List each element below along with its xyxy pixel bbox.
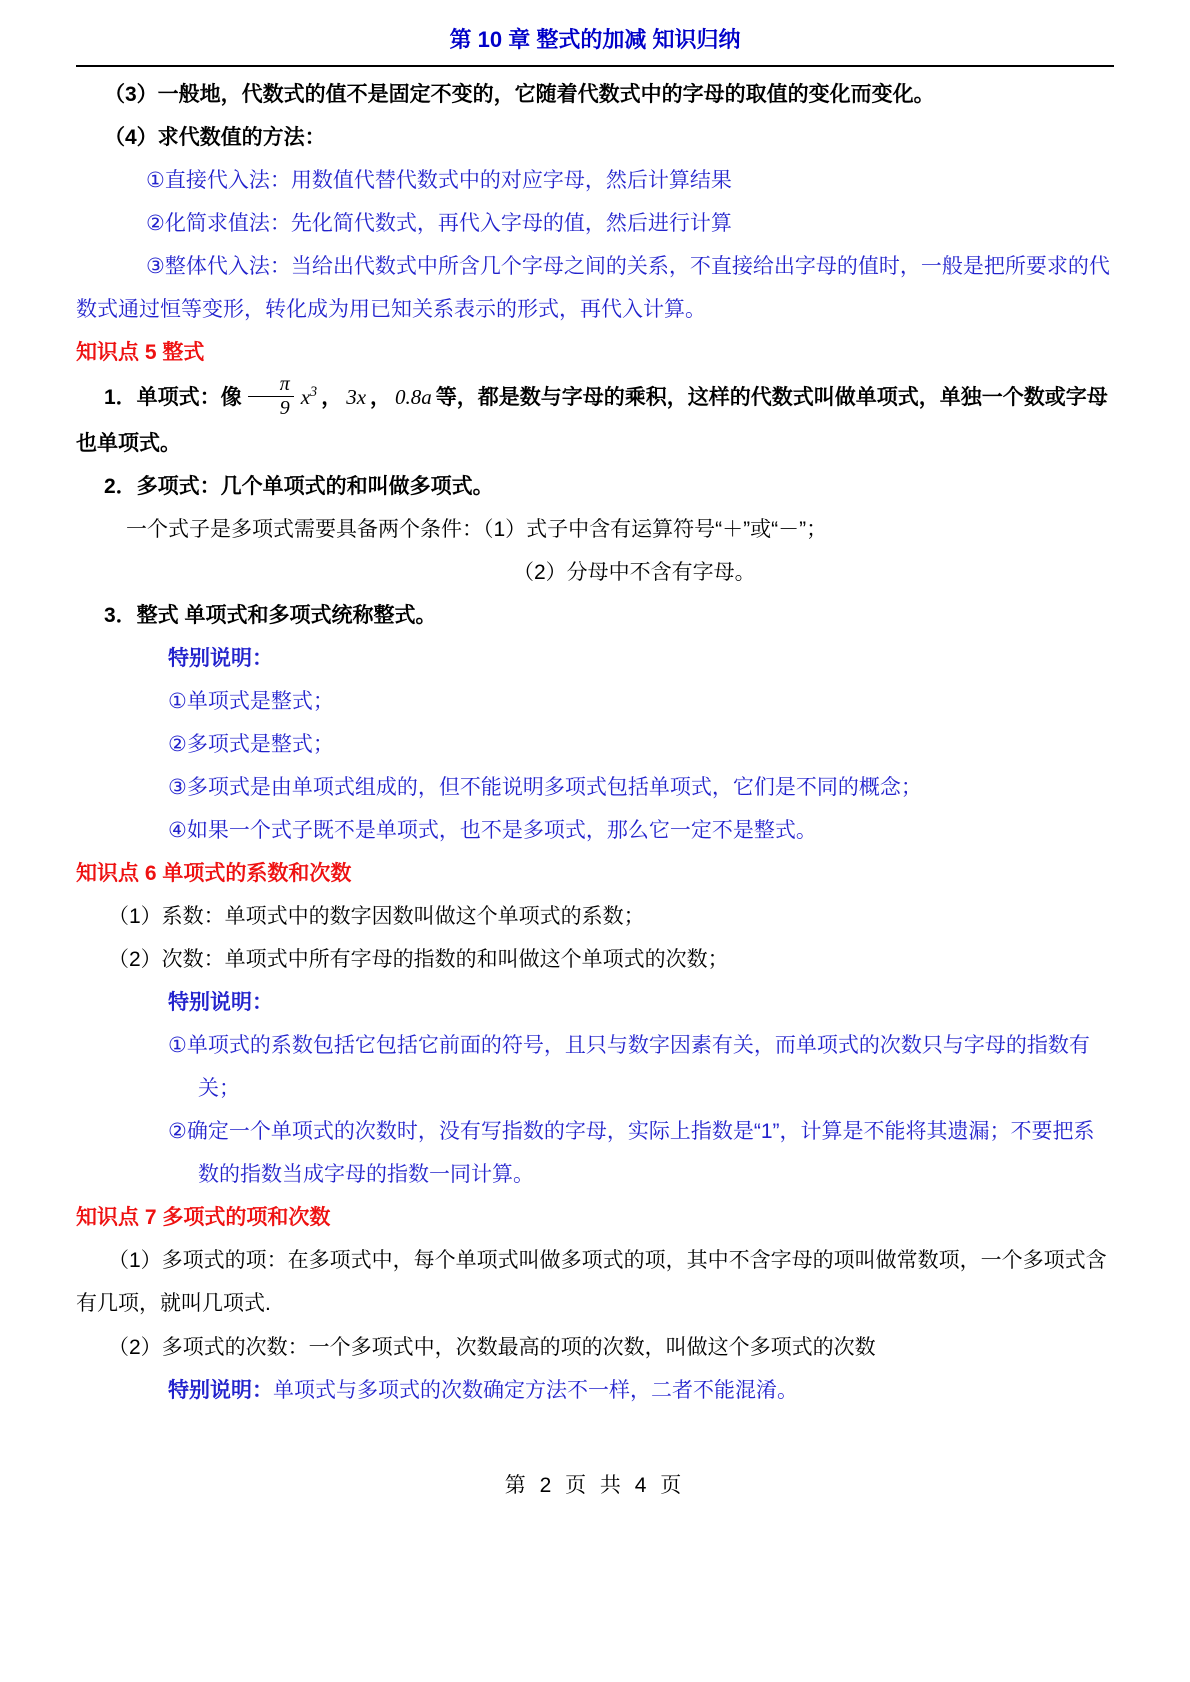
math-separator-1: ， <box>321 385 343 409</box>
math-separator-2: ， <box>370 385 392 409</box>
paragraph-value-changes: （3）一般地，代数式的值不是固定不变的，它随着代数式中的字母的取值的变化而变化。 <box>104 83 935 107</box>
math-x-base: x <box>300 384 311 409</box>
method-simplify-then-evaluate: ②化简求值法：先化简代数式，再代入字母的值，然后进行计算 <box>146 212 732 236</box>
kp5-special-note-label: 特别说明： <box>168 646 273 670</box>
knowledge-point-5-heading: 知识点 5 整式 <box>76 341 205 365</box>
paragraph-methods-heading: （4）求代数值的方法： <box>104 126 326 150</box>
title-divider <box>76 65 1114 67</box>
knowledge-point-7-heading: 知识点 7 多项式的项和次数 <box>76 1206 331 1230</box>
page-footer: 第 2 页 共 4 页 <box>504 1473 686 1497</box>
kp7-special-note-text: 单项式与多项式的次数确定方法不一样，二者不能混淆。 <box>273 1378 798 1402</box>
math-0-8a: 0.8a <box>395 384 432 409</box>
polynomial-condition-1: 一个式子是多项式需要具备两个条件：（1）式子中含有运算符号“＋”或“－”； <box>126 517 828 541</box>
kp5-note-1: ①单项式是整式； <box>168 689 334 713</box>
monomial-definition <box>76 372 1114 465</box>
integral-expression-definition: 3．整式 单项式和多项式统称整式。 <box>104 603 437 627</box>
polynomial-condition-2: （2）分母中不含有字母。 <box>513 560 756 584</box>
kp6-note-1: ①单项式的系数包括它包括它前面的符号，且只与数字因素有关，而单项式的次数只与字母的指数有关； <box>168 1034 1090 1101</box>
kp7-special-note <box>76 1369 1114 1412</box>
knowledge-point-6-heading: 知识点 6 单项式的系数和次数 <box>76 861 352 885</box>
monomial-def-suffix: 等，都是数与字母的乘积，这样的代数式叫做单项式，单独一个数或字母也单项式。 <box>76 385 1108 455</box>
kp5-note-3: ③多项式是由单项式组成的，但不能说明多项式包括单项式，它们是不同的概念； <box>168 775 922 799</box>
kp6-degree-definition: （2）次数：单项式中所有字母的指数的和叫做这个单项式的次数； <box>108 948 729 972</box>
kp7-term-definition: （1）多项式的项：在多项式中，每个单项式叫做多项式的项，其中不含字母的项叫做常数项，一个多项式含有几项，就叫几项式. <box>76 1249 1107 1316</box>
page-title: 第 10 章 整式的加减 知识归纳 <box>449 27 741 52</box>
kp7-degree-definition: （2）多项式的次数：一个多项式中，次数最高的项的次数，叫做这个多项式的次数 <box>108 1335 876 1359</box>
fraction-numerator: π <box>248 373 294 397</box>
math-x-cubed <box>301 385 317 409</box>
polynomial-definition: 2．多项式：几个单项式的和叫做多项式。 <box>104 474 494 498</box>
math-3x: 3x <box>346 384 367 409</box>
kp5-note-2: ②多项式是整式； <box>168 732 334 756</box>
kp6-note-2: ②确定一个单项式的次数时，没有写指数的字母，实际上指数是“1”，计算是不能将其遗漏；不要把系数的指数当成字母的指数一同计算。 <box>168 1120 1095 1187</box>
method-whole-substitution: ③整体代入法：当给出代数式中所含几个字母之间的关系，不直接给出字母的值时，一般是把所要求的代数式通过恒等变形，转化成为用已知关系表示的形式，再代入计算。 <box>76 255 1110 322</box>
fraction-denominator: 9 <box>279 396 290 419</box>
monomial-def-prefix: 1．单项式：像 <box>104 385 242 409</box>
kp7-special-note-label: 特别说明： <box>168 1378 273 1402</box>
math-x-exponent: 3 <box>310 383 318 400</box>
kp6-special-note-label: 特别说明： <box>168 991 273 1015</box>
kp6-coefficient-definition: （1）系数：单项式中的数字因数叫做这个单项式的系数； <box>108 905 645 929</box>
kp5-note-4: ④如果一个式子既不是单项式，也不是多项式，那么它一定不是整式。 <box>168 818 817 842</box>
method-direct-substitution: ①直接代入法：用数值代替代数式中的对应字母，然后计算结果 <box>146 169 732 193</box>
fraction-pi-over-9 <box>248 373 294 420</box>
